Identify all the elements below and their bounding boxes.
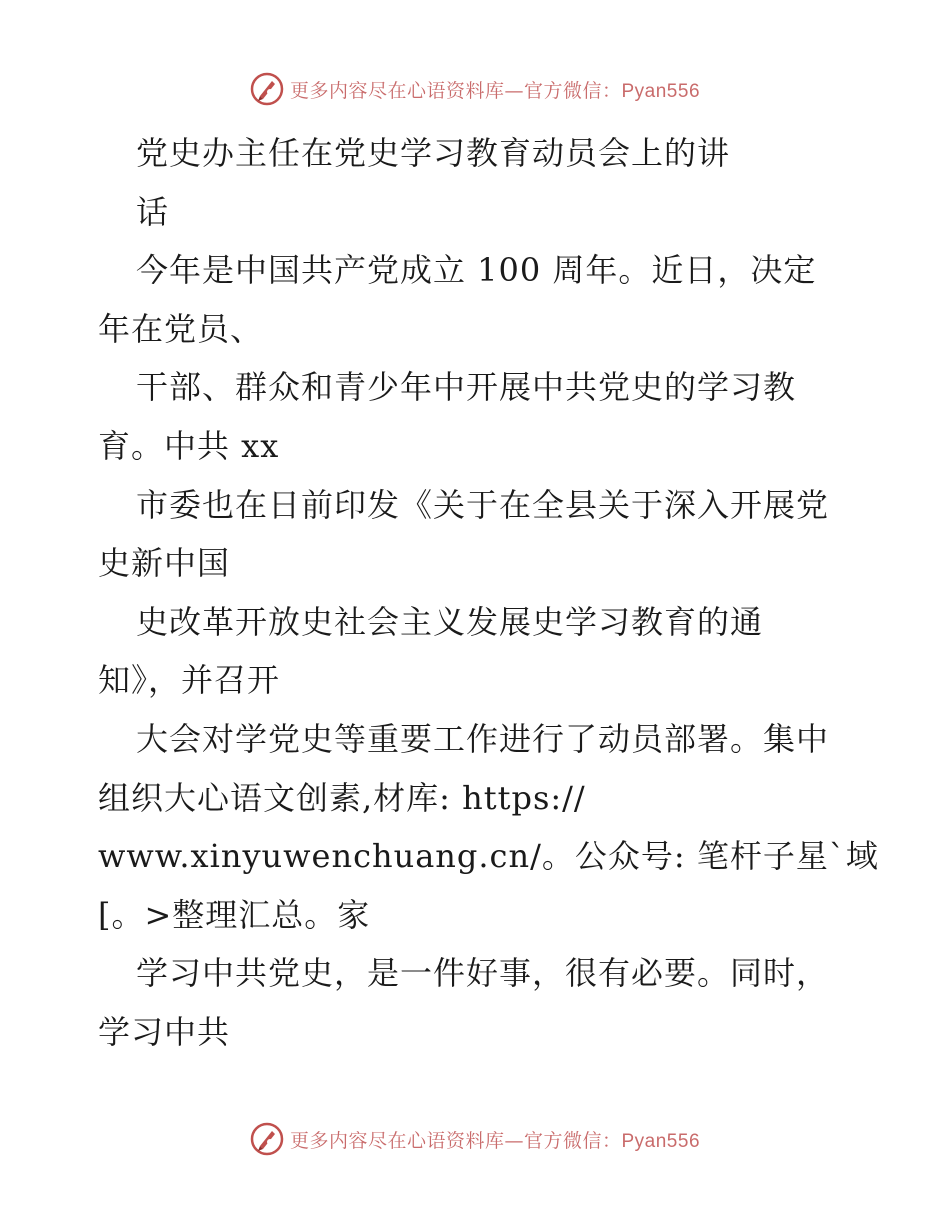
paragraph-line: [。>整理汇总。家 [98,895,371,934]
paragraph-line: 育。中共 xx [98,426,280,465]
paragraph-line: 史新中国 [98,544,231,583]
paragraph-line: 干部、群众和青少年中开展中共党史的学习教 [136,368,797,407]
footer-banner [0,1122,950,1156]
title-line-2: 话 [136,192,170,231]
paragraph-line: 学习中共 [98,1012,231,1051]
paragraph-line: 史改革开放史社会主义发展史学习教育的通 [136,602,764,641]
paragraph-line: 组织大心语文创素,材库: https:// [98,778,586,817]
paragraph-line: 大会对学党史等重要工作进行了动员部署。集中 [136,719,830,758]
paragraph-line: 学习中共党史，是一件好事，很有必要。同时， [136,954,830,993]
paragraph-line: 市委也在日前印发《关于在全县关于深入开展党 [136,485,830,524]
title-line-1: 党史办主任在党史学习教育动员会上的讲 [136,134,731,172]
paragraph-line: 今年是中国共产党成立 100 周年。近日，决定 [136,251,817,290]
paragraph-line: 知》，并召开 [98,661,281,700]
paragraph-line: 年在党员、 [98,309,264,348]
paragraph-line: www.xinyuwenchuang.cn/。公众号: 笔杆子星`域 [98,837,879,876]
pen-logo-icon [250,1122,284,1156]
footer-banner-text: 更多内容尽在心语资料库—官方微信：Pyan556 [289,1129,701,1152]
header-banner-text: 更多内容尽在心语资料库—官方微信：Pyan556 [289,79,701,102]
header-banner [0,72,950,106]
pen-logo-icon [250,72,284,106]
document-body [98,124,878,1062]
